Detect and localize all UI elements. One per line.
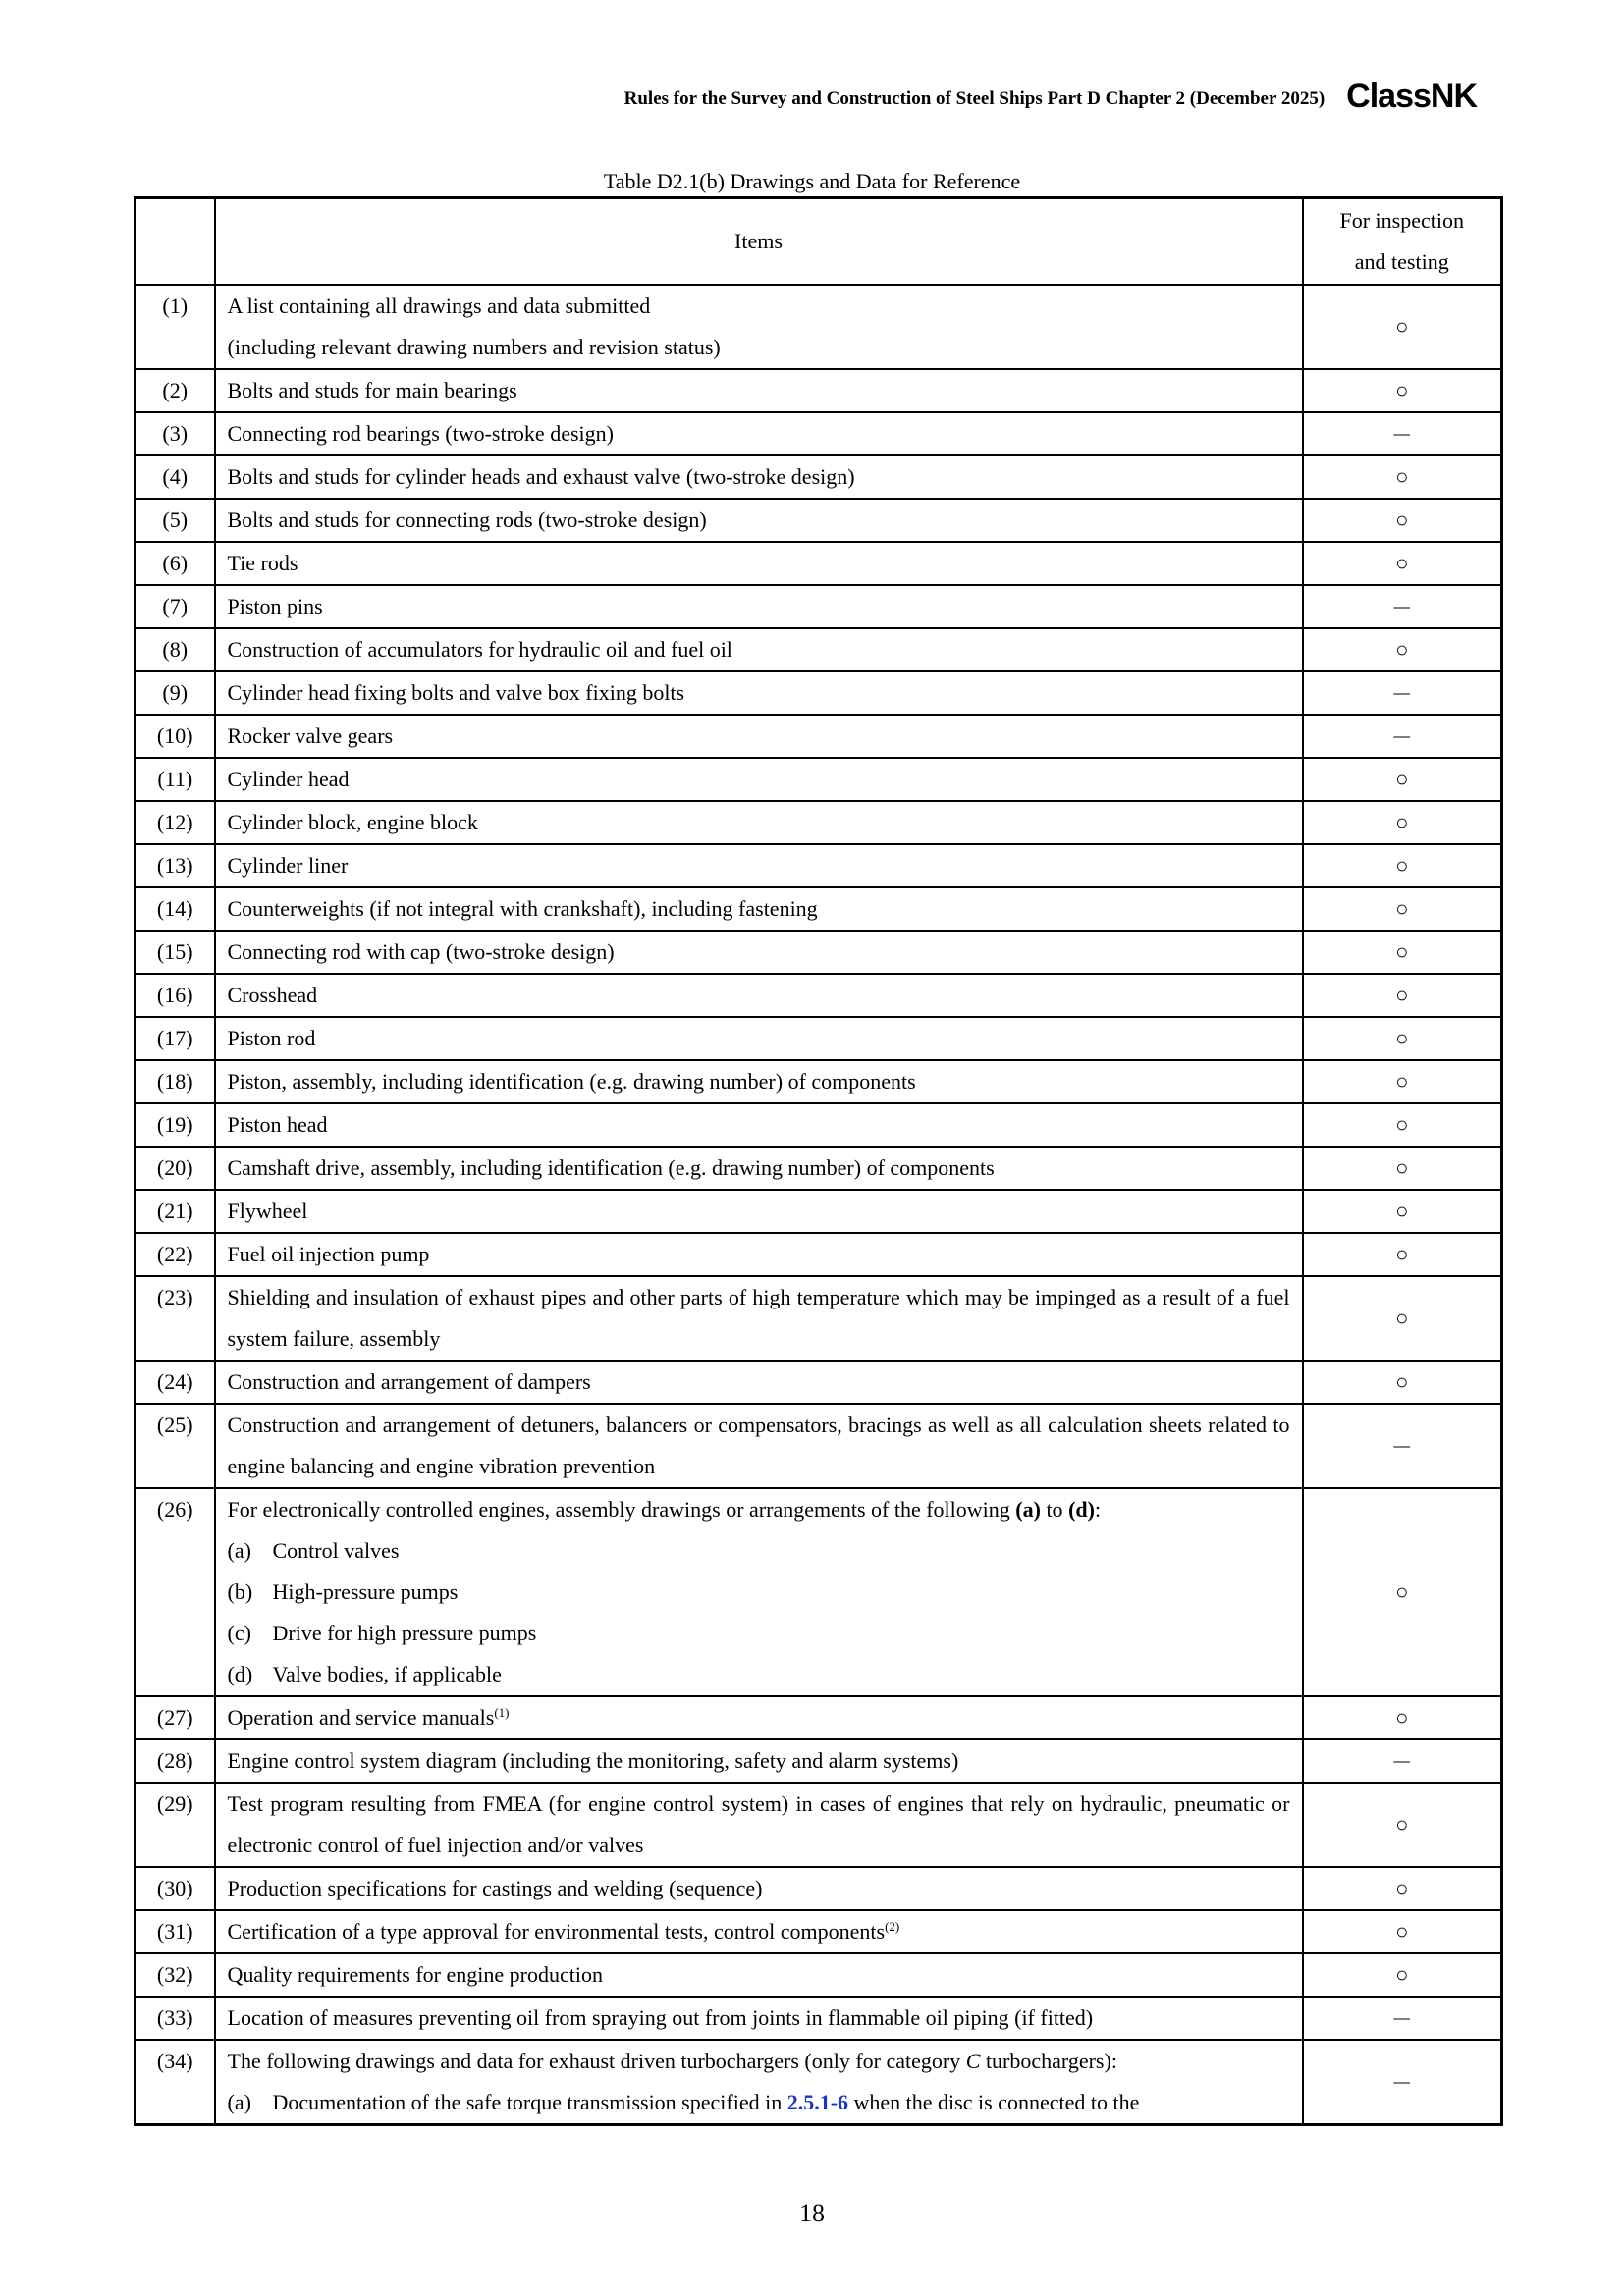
row-number: (8): [135, 628, 215, 671]
inspection-mark: －: [1303, 1739, 1502, 1783]
row-item: Bolts and studs for connecting rods (two-stroke design): [215, 499, 1303, 542]
table-row: [135, 1696, 1502, 1739]
sub-item-text: Valve bodies, if applicable: [272, 1662, 502, 1686]
row-number: (31): [135, 1910, 215, 1953]
footnote-ref: (1): [494, 1705, 510, 1720]
row-number: (9): [135, 671, 215, 715]
sub-item: [228, 1572, 1290, 1613]
table-row: [135, 758, 1502, 801]
row-number: (5): [135, 499, 215, 542]
table-row: [135, 887, 1502, 931]
inspection-mark: ○: [1303, 844, 1502, 887]
sub-item: [228, 1530, 1290, 1572]
row-number: (24): [135, 1361, 215, 1404]
row-item: Cylinder liner: [215, 844, 1303, 887]
row-item: [215, 1696, 1303, 1739]
table-header-row: [135, 198, 1502, 286]
table-row: [135, 1103, 1502, 1147]
page-number: 18: [799, 2199, 825, 2227]
header-items: Items: [215, 198, 1303, 286]
row-number: (15): [135, 931, 215, 974]
drawings-table: [134, 196, 1503, 2126]
row-item: Construction and arrangement of dampers: [215, 1361, 1303, 1404]
sub-item-letter: (b): [227, 1579, 253, 1604]
sub-item-letter: (c): [227, 1621, 251, 1645]
table-row: [135, 1910, 1502, 1953]
row-item: Construction and arrangement of detuners, balancers or compensators, bracings as well as all calculation sheets related to engine balancing and engine vibration prevention: [215, 1404, 1303, 1488]
inspection-mark: ○: [1303, 628, 1502, 671]
intro-text: :: [1094, 1497, 1102, 1522]
row-number: (21): [135, 1190, 215, 1233]
intro-bold-a: (a): [1015, 1497, 1041, 1522]
sub-item: [228, 1654, 1290, 1695]
header-inspection-line2: and testing: [1354, 249, 1449, 274]
classnk-logo: ClassNK: [1346, 77, 1477, 115]
inspection-mark: －: [1303, 1997, 1502, 2040]
row-number: (23): [135, 1276, 215, 1361]
inspection-mark: ○: [1303, 1233, 1502, 1276]
row-item: Rocker valve gears: [215, 715, 1303, 758]
row-number: (7): [135, 585, 215, 628]
row-number: (33): [135, 1997, 215, 2040]
row-item-text: Certification of a type approval for environmental tests, control components: [227, 1919, 886, 1944]
row-item: Test program resulting from FMEA (for engine control system) in cases of engines that rely on hydraulic, pneumatic or electronic control of fuel injection and/or valves: [215, 1783, 1303, 1867]
row-item: Cylinder head: [215, 758, 1303, 801]
footnote-ref: (2): [885, 1919, 900, 1934]
intro-text: For electronically controlled engines, assembly drawings or arrangements of the following: [227, 1497, 1016, 1522]
table-row: [135, 455, 1502, 499]
table-row: [135, 1783, 1502, 1867]
header-inspection: [1303, 198, 1502, 286]
row-item-line: A list containing all drawings and data submitted: [227, 294, 651, 318]
row-number: (25): [135, 1404, 215, 1488]
table-row: [135, 715, 1502, 758]
row-item: [215, 1488, 1303, 1696]
sub-item-text: when the disc is connected to the: [848, 2090, 1140, 2114]
inspection-mark: ○: [1303, 1147, 1502, 1190]
inspection-mark: ○: [1303, 974, 1502, 1017]
table-row: [135, 1233, 1502, 1276]
inspection-mark: ○: [1303, 931, 1502, 974]
row-number: (22): [135, 1233, 215, 1276]
row-item: Bolts and studs for main bearings: [215, 369, 1303, 412]
sub-item-letter: (a): [227, 2090, 251, 2114]
table-row: [135, 974, 1502, 1017]
inspection-mark: ○: [1303, 1190, 1502, 1233]
row-item-intro: [228, 1489, 1290, 1530]
row-item: Counterweights (if not integral with crankshaft), including fastening: [215, 887, 1303, 931]
table-row: [135, 585, 1502, 628]
table-row: [135, 499, 1502, 542]
row-item: Engine control system diagram (including the monitoring, safety and alarm systems): [215, 1739, 1303, 1783]
inspection-mark: －: [1303, 671, 1502, 715]
inspection-mark: ○: [1303, 1017, 1502, 1060]
inspection-mark: ○: [1303, 887, 1502, 931]
category-letter: C: [965, 2049, 981, 2073]
row-item: [215, 2040, 1303, 2125]
row-number: (11): [135, 758, 215, 801]
row-number: (27): [135, 1696, 215, 1739]
row-item: Cylinder head fixing bolts and valve box fixing bolts: [215, 671, 1303, 715]
row-number: (6): [135, 542, 215, 585]
table-row: [135, 1147, 1502, 1190]
row-number: (32): [135, 1953, 215, 1997]
table-row: [135, 931, 1502, 974]
row-number: (19): [135, 1103, 215, 1147]
table-row: [135, 1867, 1502, 1910]
row-number: (26): [135, 1488, 215, 1696]
table-row: [135, 1404, 1502, 1488]
row-number: (2): [135, 369, 215, 412]
table-row: [135, 1190, 1502, 1233]
row-item: Connecting rod bearings (two-stroke design): [215, 412, 1303, 455]
inspection-mark: －: [1303, 585, 1502, 628]
rule-reference-link[interactable]: 2.5.1-6: [786, 2090, 849, 2114]
header-number-cell: [135, 198, 215, 286]
row-number: (1): [135, 285, 215, 369]
inspection-mark: －: [1303, 412, 1502, 455]
sub-item-text: Control valves: [272, 1538, 400, 1563]
row-number: (28): [135, 1739, 215, 1783]
row-number: (14): [135, 887, 215, 931]
sub-item-letter: (d): [227, 1662, 253, 1686]
row-item: Flywheel: [215, 1190, 1303, 1233]
row-number: (30): [135, 1867, 215, 1910]
row-item: Construction of accumulators for hydraulic oil and fuel oil: [215, 628, 1303, 671]
row-item-line: (including relevant drawing numbers and revision status): [227, 335, 721, 359]
table-row: [135, 801, 1502, 844]
row-item: Connecting rod with cap (two-stroke design): [215, 931, 1303, 974]
row-number: (16): [135, 974, 215, 1017]
row-number: (18): [135, 1060, 215, 1103]
row-number: (4): [135, 455, 215, 499]
inspection-mark: －: [1303, 715, 1502, 758]
row-item-intro: [228, 2041, 1290, 2082]
table-row: [135, 1488, 1502, 1696]
row-item: Location of measures preventing oil from spraying out from joints in flammable oil piping (if fitted): [215, 1997, 1303, 2040]
sub-item-text: High-pressure pumps: [272, 1579, 459, 1604]
row-item: [215, 1910, 1303, 1953]
inspection-mark: ○: [1303, 1276, 1502, 1361]
inspection-mark: ○: [1303, 758, 1502, 801]
intro-bold-d: (d): [1068, 1497, 1095, 1522]
page-header: [624, 77, 1477, 116]
table-row: [135, 369, 1502, 412]
row-item: Piston pins: [215, 585, 1303, 628]
inspection-mark: ○: [1303, 1488, 1502, 1696]
row-number: (3): [135, 412, 215, 455]
row-item: Piston rod: [215, 1017, 1303, 1060]
row-item: Bolts and studs for cylinder heads and exhaust valve (two-stroke design): [215, 455, 1303, 499]
inspection-mark: ○: [1303, 455, 1502, 499]
inspection-mark: ○: [1303, 1361, 1502, 1404]
row-item: Piston head: [215, 1103, 1303, 1147]
row-number: (34): [135, 2040, 215, 2125]
inspection-mark: ○: [1303, 1910, 1502, 1953]
table-row: [135, 542, 1502, 585]
table-row: [135, 285, 1502, 369]
inspection-mark: ○: [1303, 1953, 1502, 1997]
row-item: Tie rods: [215, 542, 1303, 585]
table-row: [135, 1953, 1502, 1997]
inspection-mark: ○: [1303, 1060, 1502, 1103]
inspection-mark: ○: [1303, 285, 1502, 369]
row-item: Quality requirements for engine production: [215, 1953, 1303, 1997]
row-item: Crosshead: [215, 974, 1303, 1017]
row-item: Production specifications for castings and welding (sequence): [215, 1867, 1303, 1910]
row-item: Camshaft drive, assembly, including identification (e.g. drawing number) of components: [215, 1147, 1303, 1190]
row-item: [215, 285, 1303, 369]
sub-item: [228, 2082, 1290, 2123]
table-row: [135, 1997, 1502, 2040]
row-item: Cylinder block, engine block: [215, 801, 1303, 844]
intro-text: The following drawings and data for exhaust driven turbochargers (only for category: [227, 2049, 966, 2073]
table-row: [135, 1060, 1502, 1103]
row-number: (13): [135, 844, 215, 887]
inspection-mark: ○: [1303, 542, 1502, 585]
inspection-mark: ○: [1303, 369, 1502, 412]
sub-item-text: Drive for high pressure pumps: [272, 1621, 537, 1645]
inspection-mark: ○: [1303, 1867, 1502, 1910]
intro-text: to: [1040, 1497, 1069, 1522]
inspection-mark: ○: [1303, 499, 1502, 542]
table-row: [135, 1739, 1502, 1783]
sub-item-text: Documentation of the safe torque transmission specified in: [272, 2090, 787, 2114]
header-title: Rules for the Survey and Construction of Steel Ships Part D Chapter 2 (December 2025): [623, 88, 1326, 109]
row-number: (17): [135, 1017, 215, 1060]
row-number: (29): [135, 1783, 215, 1867]
inspection-mark: ○: [1303, 1696, 1502, 1739]
table-row: [135, 844, 1502, 887]
row-number: (10): [135, 715, 215, 758]
inspection-mark: －: [1303, 1404, 1502, 1488]
table-caption: Table D2.1(b) Drawings and Data for Reference: [603, 169, 1021, 193]
row-item: Piston, assembly, including identification (e.g. drawing number) of components: [215, 1060, 1303, 1103]
sub-item-letter: (a): [227, 1538, 251, 1563]
inspection-mark: ○: [1303, 1783, 1502, 1867]
table-row: [135, 412, 1502, 455]
inspection-mark: ○: [1303, 1103, 1502, 1147]
table-row: [135, 1361, 1502, 1404]
table-row: [135, 1017, 1502, 1060]
inspection-mark: －: [1303, 2040, 1502, 2125]
row-item: Fuel oil injection pump: [215, 1233, 1303, 1276]
row-item-text: Operation and service manuals: [227, 1705, 495, 1730]
sub-item: [228, 1613, 1290, 1654]
table-row: [135, 628, 1502, 671]
row-number: (20): [135, 1147, 215, 1190]
table-row: [135, 2040, 1502, 2125]
header-inspection-line1: For inspection: [1339, 208, 1464, 233]
table-row: [135, 671, 1502, 715]
row-item: Shielding and insulation of exhaust pipes and other parts of high temperature which may be impinged as a result of a fuel system failure, assembly: [215, 1276, 1303, 1361]
row-number: (12): [135, 801, 215, 844]
intro-text: turbochargers):: [980, 2049, 1117, 2073]
table-row: [135, 1276, 1502, 1361]
inspection-mark: ○: [1303, 801, 1502, 844]
